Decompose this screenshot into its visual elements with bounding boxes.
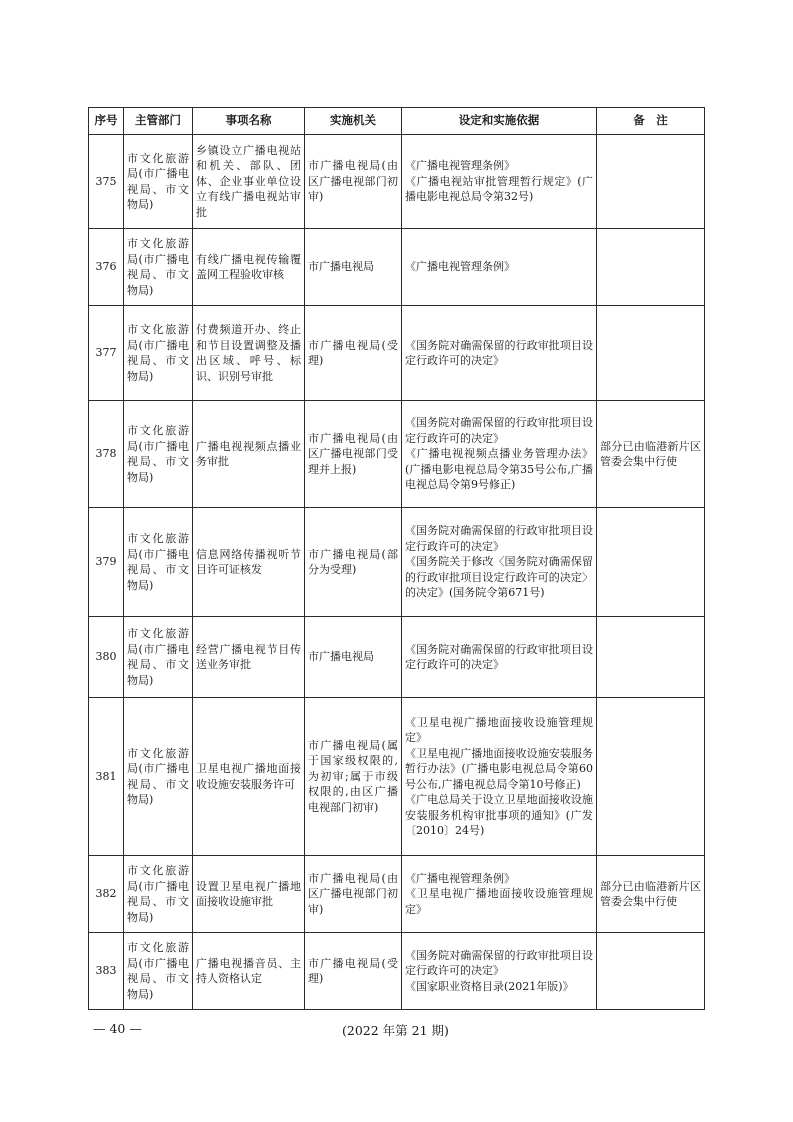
row-basis: 《国务院对确需保留的行政审批项目设定行政许可的决定》 《国务院关于修改〈国务院对确需保留的行政审批项目设定行政许可的决定〉的决定》(国务院令第671号) — [402, 508, 597, 617]
row-note — [597, 306, 705, 401]
row-serial: 383 — [89, 933, 124, 1010]
header-note: 备 注 — [597, 108, 705, 135]
row-basis: 《广播电视管理条例》 — [402, 229, 597, 306]
row-department: 市文化旅游局(市广播电视局、市文物局) — [124, 508, 193, 617]
row-agency: 市广播电视局(部分为受理) — [305, 508, 402, 617]
row-basis: 《卫星电视广播地面接收设施管理规定》 《卫星电视广播地面接收设施安装服务暂行办法》(广播电影电视总局令第60号公布,广播电视总局令第10号修正) 《广电总局关于设立卫星地面接收设施安装服务机构审批事项的通知》(广发〔2010〕24号) — [402, 698, 597, 856]
header-department: 主管部门 — [124, 108, 193, 135]
row-basis: 《国务院对确需保留的行政审批项目设定行政许可的决定》 — [402, 617, 597, 698]
table-row — [89, 401, 705, 508]
row-item-name: 广播电视视频点播业务审批 — [193, 401, 305, 508]
table-row — [89, 698, 705, 856]
row-department: 市文化旅游局(市广播电视局、市文物局) — [124, 229, 193, 306]
row-note — [597, 229, 705, 306]
page-number: — 40 — — [93, 1021, 142, 1036]
row-serial: 377 — [89, 306, 124, 401]
approval-items-table — [88, 107, 705, 1010]
row-item-name: 广播电视播音员、主持人资格认定 — [193, 933, 305, 1010]
row-department: 市文化旅游局(市广播电视局、市文物局) — [124, 856, 193, 933]
row-department: 市文化旅游局(市广播电视局、市文物局) — [124, 617, 193, 698]
row-note: 部分已由临港新片区管委会集中行使 — [597, 856, 705, 933]
row-serial: 379 — [89, 508, 124, 617]
row-basis: 《广播电视管理条例》 《卫星电视广播地面接收设施管理规定》 — [402, 856, 597, 933]
row-note — [597, 933, 705, 1010]
row-basis: 《国务院对确需保留的行政审批项目设定行政许可的决定》 《广播电视视频点播业务管理办法》(广播电影电视总局令第35号公布,广播电视总局令第9号修正) — [402, 401, 597, 508]
row-serial: 382 — [89, 856, 124, 933]
row-serial: 380 — [89, 617, 124, 698]
row-item-name: 信息网络传播视听节目许可证核发 — [193, 508, 305, 617]
row-department: 市文化旅游局(市广播电视局、市文物局) — [124, 933, 193, 1010]
issue-number: (2022 年第 21 期) — [342, 1023, 449, 1038]
table-row — [89, 229, 705, 306]
row-agency: 市广播电视局(属于国家级权限的,为初审;属于市级权限的,由区广播电视部门初审) — [305, 698, 402, 856]
row-serial: 376 — [89, 229, 124, 306]
row-serial: 375 — [89, 135, 124, 229]
row-department: 市文化旅游局(市广播电视局、市文物局) — [124, 698, 193, 856]
row-item-name: 乡镇设立广播电视站和机关、部队、团体、企业事业单位设立有线广播电视站审批 — [193, 135, 305, 229]
row-agency: 市广播电视局(由区广播电视部门受理并上报) — [305, 401, 402, 508]
table-row — [89, 617, 705, 698]
row-department: 市文化旅游局(市广播电视局、市文物局) — [124, 135, 193, 229]
row-note — [597, 508, 705, 617]
row-serial: 378 — [89, 401, 124, 508]
table-row — [89, 508, 705, 617]
row-item-name: 经营广播电视节目传送业务审批 — [193, 617, 305, 698]
row-agency: 市广播电视局(受理) — [305, 306, 402, 401]
row-item-name: 付费频道开办、终止和节目设置调整及播出区域、呼号、标识、识别号审批 — [193, 306, 305, 401]
row-agency: 市广播电视局(受理) — [305, 933, 402, 1010]
row-basis: 《国务院对确需保留的行政审批项目设定行政许可的决定》 《国家职业资格目录(2021年版)》 — [402, 933, 597, 1010]
row-agency: 市广播电视局(由区广播电视部门初审) — [305, 135, 402, 229]
header-item-name: 事项名称 — [193, 108, 305, 135]
table-row — [89, 856, 705, 933]
row-basis: 《广播电视管理条例》 《广播电视站审批管理暂行规定》(广播电影电视总局令第32号) — [402, 135, 597, 229]
row-note — [597, 698, 705, 856]
table-row — [89, 135, 705, 229]
row-item-name: 卫星电视广播地面接收设施安装服务许可 — [193, 698, 305, 856]
row-note — [597, 617, 705, 698]
header-agency: 实施机关 — [305, 108, 402, 135]
row-item-name: 设置卫星电视广播地面接收设施审批 — [193, 856, 305, 933]
row-basis: 《国务院对确需保留的行政审批项目设定行政许可的决定》 — [402, 306, 597, 401]
row-agency: 市广播电视局(由区广播电视部门初审) — [305, 856, 402, 933]
row-department: 市文化旅游局(市广播电视局、市文物局) — [124, 401, 193, 508]
row-agency: 市广播电视局 — [305, 617, 402, 698]
table-row — [89, 306, 705, 401]
row-note — [597, 135, 705, 229]
row-agency: 市广播电视局 — [305, 229, 402, 306]
row-department: 市文化旅游局(市广播电视局、市文物局) — [124, 306, 193, 401]
header-serial: 序号 — [89, 108, 124, 135]
header-basis: 设定和实施依据 — [402, 108, 597, 135]
row-serial: 381 — [89, 698, 124, 856]
table-row — [89, 933, 705, 1010]
row-note: 部分已由临港新片区管委会集中行使 — [597, 401, 705, 508]
row-item-name: 有线广播电视传输覆盖网工程验收审核 — [193, 229, 305, 306]
table-header-row — [89, 108, 705, 135]
